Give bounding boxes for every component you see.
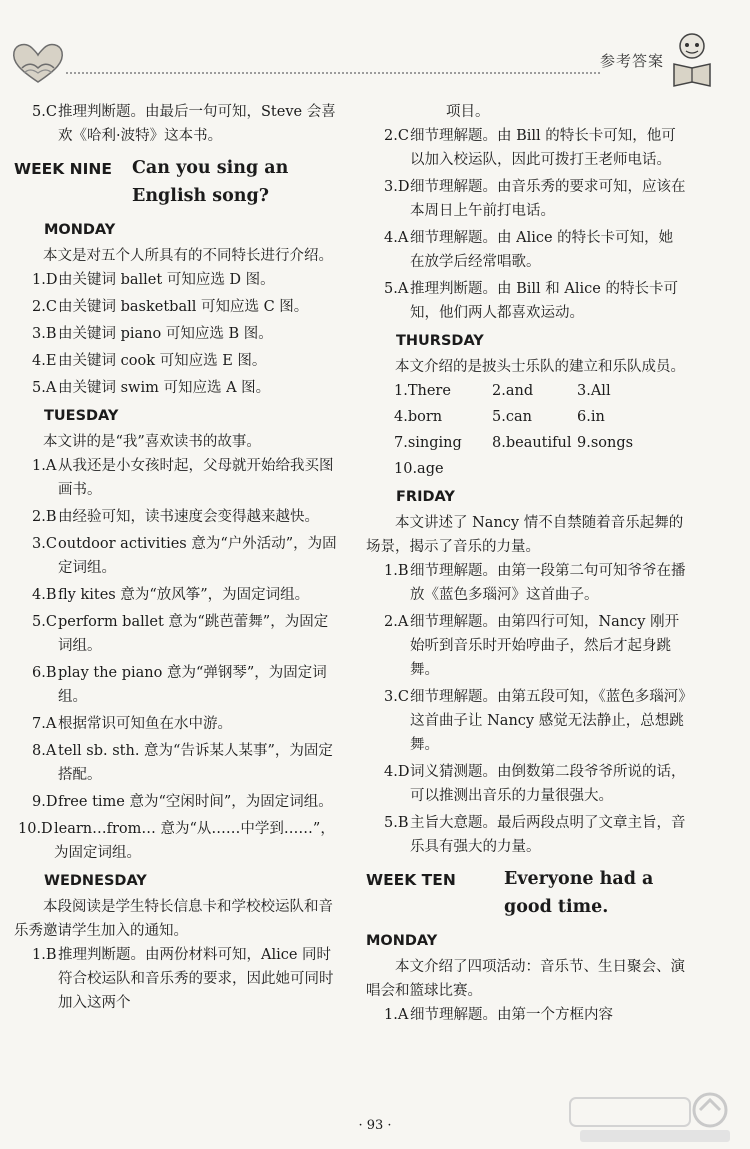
answer-number: 4.D	[384, 764, 410, 780]
answer-text: 推理判断题。由最后一句可知，Steve 会喜欢《哈利·波特》这本书。	[58, 104, 336, 144]
monday-answers	[14, 268, 339, 400]
answer-text: 细节理解题。由第四行可知，Nancy 刚开始听到音乐时开始哼曲子，然后才起身跳舞。	[410, 614, 680, 678]
answer-number: 5.A	[32, 380, 57, 396]
answer-text: learn…from… 意为“从……中学到……”，为固定词组。	[54, 821, 335, 861]
answer-item	[14, 295, 339, 319]
answer-item	[14, 739, 339, 787]
day-heading: FRIDAY	[396, 489, 455, 505]
continued-text: 项目。	[446, 104, 490, 120]
answer-number: 2.C	[32, 299, 57, 315]
answer-number: 2.A	[384, 614, 409, 630]
answer-number: 4.B	[32, 587, 57, 603]
answer-text: 词义猜测题。由倒数第二段爷爷所说的话，可以推测出音乐的力量很强大。	[410, 764, 686, 804]
answer-item	[366, 175, 686, 223]
week-heading	[366, 865, 686, 921]
header-dotted-rule	[66, 72, 600, 74]
answer-item	[14, 610, 339, 658]
answer-number: 7.A	[32, 716, 57, 732]
answer-number: 1.B	[384, 563, 409, 579]
answer-text: 细节理解题。由第五段可知，《蓝色多瑙河》这首曲子让 Nancy 感觉无法静止，总想跳舞。	[410, 689, 686, 753]
answer-item	[366, 277, 686, 325]
answer-text: 由经验可知，读书速度会变得越来越快。	[58, 509, 319, 525]
answer-item	[14, 790, 339, 814]
left-column	[14, 100, 339, 1018]
day-heading: TUESDAY	[44, 408, 119, 424]
blank-answer: 1.There	[394, 383, 451, 399]
reading-mascot-icon	[666, 30, 718, 88]
answer-item	[14, 454, 339, 502]
blank-answer: 3.All	[577, 383, 611, 399]
right-column	[366, 100, 686, 1030]
page-number: · 93 ·	[358, 1118, 392, 1133]
answer-item	[14, 583, 339, 607]
answer-number: 8.A	[32, 743, 57, 759]
answer-text: 细节理解题。由第一个方框内容	[410, 1007, 613, 1023]
section-intro: 本文介绍的是披头士乐队的建立和乐队成员。	[395, 359, 685, 375]
answer-number: 5.B	[384, 815, 409, 831]
answer-item	[14, 349, 339, 373]
answer-text: perform ballet 意为“跳芭蕾舞”，为固定词组。	[58, 614, 329, 654]
answer-number: 1.A	[384, 1007, 409, 1023]
answer-text: outdoor activities 意为“户外活动”，为固定词组。	[58, 536, 337, 576]
answer-number: 3.B	[32, 326, 57, 342]
answer-item	[366, 226, 686, 274]
answer-number: 10.D	[18, 821, 53, 837]
answer-text: 细节理解题。由第一段第二句可知爷爷在播放《蓝色多瑙河》这首曲子。	[410, 563, 686, 603]
answer-text: 从我还是小女孩时起，父母就开始给我买图画书。	[58, 458, 334, 498]
day-heading: MONDAY	[44, 222, 116, 238]
answer-item	[366, 811, 686, 859]
answer-text: 由关键词 basketball 可知应选 C 图。	[58, 299, 309, 315]
week-heading	[14, 154, 339, 210]
blank-answer: 2.and	[492, 383, 534, 399]
answer-item	[14, 532, 339, 580]
answer-text: play the piano 意为“弹钢琴”，为固定词组。	[58, 665, 327, 705]
answer-number: 5.C	[32, 614, 57, 630]
answer-text: 由关键词 piano 可知应选 B 图。	[58, 326, 273, 342]
answer-item	[14, 100, 339, 148]
answer-text: 细节理解题。由 Bill 的特长卡可知，他可以加入校运队，因此可拨打王老师电话。	[410, 128, 676, 168]
week-label: WEEK NINE	[14, 160, 112, 178]
section-intro: 本段阅读是学生特长信息卡和学校校运队和音乐秀邀请学生加入的通知。	[14, 899, 333, 939]
blank-answer: 5.can	[492, 409, 532, 425]
blank-answer: 6.in	[577, 409, 605, 425]
blank-answer: 8.beautiful	[492, 435, 572, 451]
answer-text: 由关键词 swim 可知应选 A 图。	[58, 380, 271, 396]
tuesday-answers	[14, 454, 339, 865]
answer-text: 推理判断题。由 Bill 和 Alice 的特长卡可知，他们两人都喜欢运动。	[410, 281, 678, 321]
answer-number: 1.B	[32, 947, 57, 963]
day-heading: THURSDAY	[396, 333, 484, 349]
section-intro: 本文介绍了四项活动：音乐节、生日聚会、演唱会和篮球比赛。	[366, 959, 685, 999]
answer-text: 细节理解题。由 Alice 的特长卡可知，她在放学后经常唱歌。	[410, 230, 674, 270]
answer-item	[366, 1003, 686, 1027]
answer-item	[14, 322, 339, 346]
answer-item	[14, 712, 339, 736]
answer-item	[14, 505, 339, 529]
answer-text: 推理判断题。由两份材料可知，Alice 同时符合校运队和音乐秀的要求，因此她可同时加入这两个	[58, 947, 334, 1011]
header-title: 参考答案	[600, 52, 665, 70]
answer-text: 细节理解题。由音乐秀的要求可知，应该在本周日上午前打电话。	[410, 179, 686, 219]
week-title: Everyone had a good time.	[504, 869, 654, 917]
answer-text: 由关键词 cook 可知应选 E 图。	[58, 353, 267, 369]
answer-text: fly kites 意为“放风筝”，为固定词组。	[58, 587, 310, 603]
section-intro: 本文讲的是“我”喜欢读书的故事。	[43, 434, 261, 450]
week-title: Can you sing an English song?	[132, 158, 289, 206]
answer-number: 3.C	[384, 689, 409, 705]
answer-item	[366, 124, 686, 172]
answer-item	[14, 817, 339, 865]
answer-number: 2.C	[384, 128, 409, 144]
blank-answer: 10.age	[394, 461, 444, 477]
answer-number: 3.C	[32, 536, 57, 552]
answer-number: 2.B	[32, 509, 57, 525]
answer-number: 6.B	[32, 665, 57, 681]
answer-number: 4.E	[32, 353, 57, 369]
section-intro: 本文讲述了 Nancy 情不自禁随着音乐起舞的场景，揭示了音乐的力量。	[366, 515, 684, 555]
answer-text: free time 意为“空闲时间”，为固定词组。	[58, 794, 333, 810]
answer-number: 4.A	[384, 230, 409, 246]
answer-number: 3.D	[384, 179, 410, 195]
blank-answer: 4.born	[394, 409, 443, 425]
answer-text: 主旨大意题。最后两段点明了文章主旨，音乐具有强大的力量。	[410, 815, 686, 855]
answer-number: 1.D	[32, 272, 58, 288]
answer-number: 5.A	[384, 281, 409, 297]
answer-item	[14, 376, 339, 400]
day-heading: MONDAY	[366, 933, 438, 949]
answer-item	[14, 268, 339, 292]
blank-answer: 9.songs	[577, 435, 634, 451]
answer-item	[366, 610, 686, 682]
heart-book-logo-icon	[10, 40, 66, 86]
page-header	[0, 0, 750, 90]
answer-item	[366, 685, 686, 757]
answer-number: 1.A	[32, 458, 57, 474]
watermark-logo-icon	[560, 1090, 740, 1145]
answer-item	[366, 559, 686, 607]
blank-answer: 7.singing	[394, 435, 462, 451]
answer-text: 根据常识可知鱼在水中游。	[58, 716, 232, 732]
answer-number: 9.D	[32, 794, 58, 810]
answer-text: tell sb. sth. 意为“告诉某人某事”，为固定搭配。	[58, 743, 333, 783]
answer-text: 由关键词 ballet 可知应选 D 图。	[58, 272, 275, 288]
week-label: WEEK TEN	[366, 871, 456, 889]
thursday-answers	[394, 379, 686, 481]
answer-number: 5.C	[32, 104, 57, 120]
answer-item	[366, 760, 686, 808]
answer-item	[14, 661, 339, 709]
answer-item	[14, 943, 339, 1015]
section-intro: 本文是对五个人所具有的不同特长进行介绍。	[43, 248, 333, 264]
day-heading: WEDNESDAY	[44, 873, 147, 889]
